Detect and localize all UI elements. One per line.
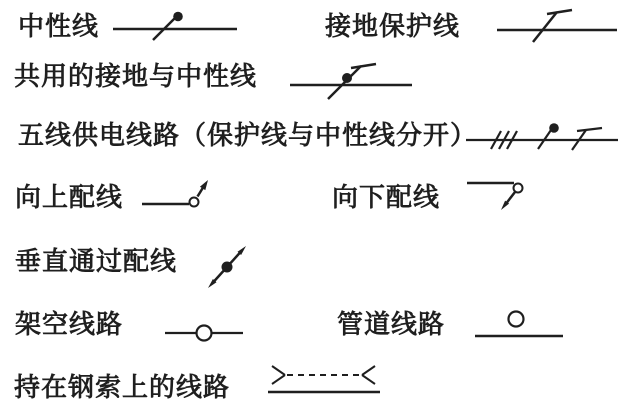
junction-circle xyxy=(514,184,523,193)
wiring-up-symbol xyxy=(142,178,214,208)
pen-slash xyxy=(328,66,361,99)
label-overhead-line: 架空线路 xyxy=(15,309,124,339)
pe-bar xyxy=(351,64,376,68)
junction-dot xyxy=(222,262,233,273)
label-five-wire-supply: 五线供电线路（保护线与中性线分开） xyxy=(18,120,478,150)
right-chevron xyxy=(362,366,375,384)
junction-circle xyxy=(190,198,199,207)
phase-hash-marks xyxy=(491,131,517,149)
label-combined-earth-neutral: 共用的接地与中性线 xyxy=(14,61,258,91)
protective-earth-line-symbol xyxy=(497,6,617,46)
catenary-supported-line-symbol xyxy=(266,362,384,398)
five-wire-supply-line-symbol xyxy=(466,120,618,160)
label-neutral-line: 中性线 xyxy=(18,11,100,41)
label-conduit-line: 管道线路 xyxy=(337,309,446,339)
neutral-dot xyxy=(173,12,183,22)
conduit-circle xyxy=(509,312,524,327)
label-wiring-up: 向上配线 xyxy=(15,182,124,212)
label-catenary-supported-line: 持在钢索上的线路 xyxy=(14,372,231,402)
pe-slash xyxy=(533,12,557,42)
conduit-line-symbol xyxy=(475,310,565,340)
label-vertical-through-wiring: 垂直通过配线 xyxy=(15,246,178,276)
pe-bar xyxy=(547,10,572,14)
neutral-dot xyxy=(342,73,352,83)
left-chevron xyxy=(272,366,285,384)
overhead-line-symbol xyxy=(165,322,243,344)
vertical-through-wiring-symbol xyxy=(198,240,256,294)
pole-circle xyxy=(197,326,212,341)
combined-earth-neutral-line-symbol xyxy=(290,62,412,104)
pe-bar xyxy=(577,128,602,131)
neutral-dot xyxy=(549,123,559,133)
wiring-down-symbol xyxy=(465,179,527,215)
label-wiring-down: 向下配线 xyxy=(332,182,441,212)
neutral-line-symbol xyxy=(113,10,237,46)
label-protective-earth-line: 接地保护线 xyxy=(325,11,461,41)
